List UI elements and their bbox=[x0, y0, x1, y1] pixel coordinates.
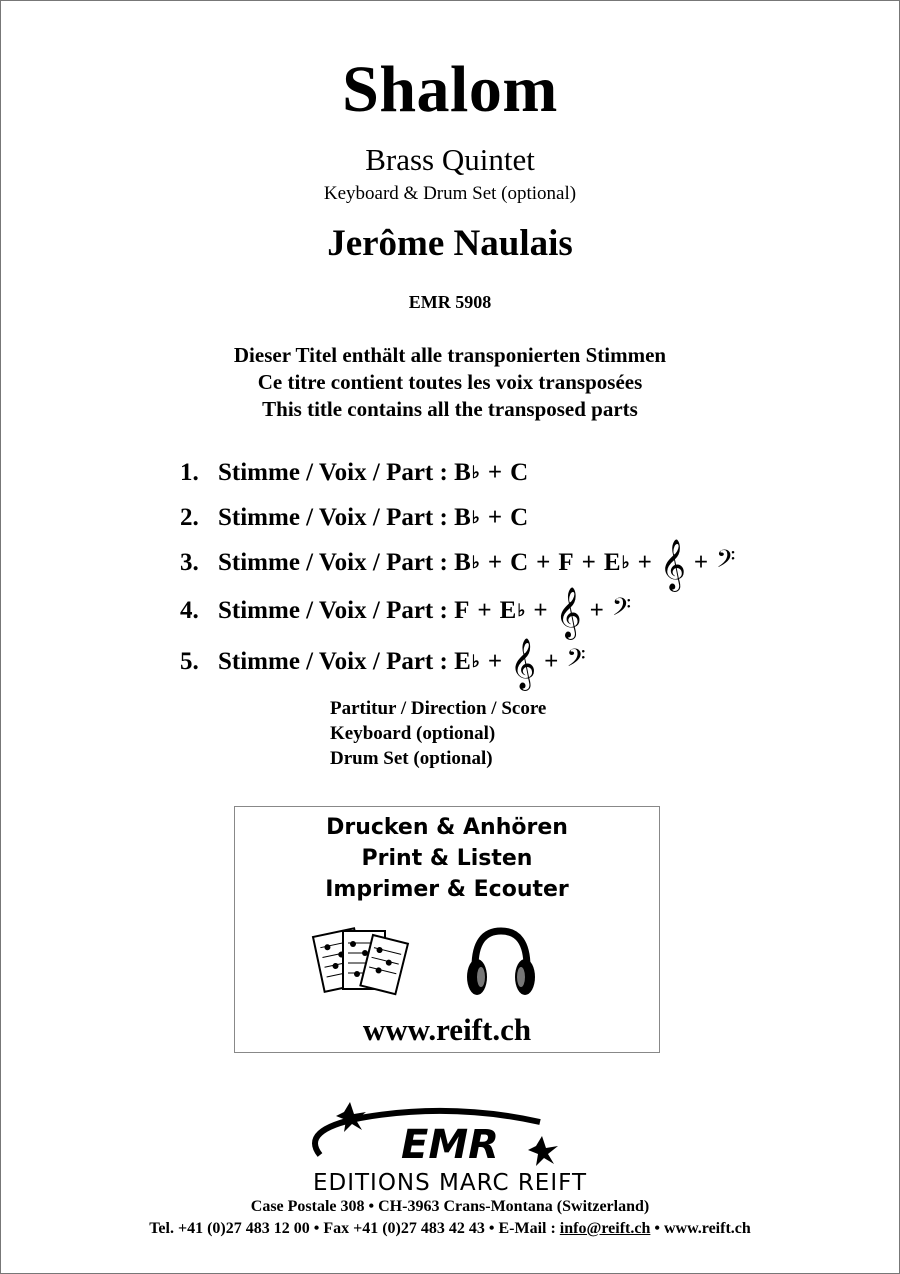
plus-sign: + bbox=[487, 647, 503, 675]
key-b: B bbox=[454, 503, 471, 531]
promo-line-en: Print & Listen bbox=[361, 846, 533, 871]
plus-sign: + bbox=[589, 596, 604, 624]
key-e: E bbox=[499, 596, 517, 624]
ensemble-subtitle: Brass Quintet bbox=[365, 142, 535, 177]
sheet-music-icon bbox=[313, 928, 408, 994]
part-number: 5. bbox=[180, 647, 199, 675]
plus-sign: + bbox=[637, 548, 652, 576]
promo-line-fr: Imprimer & Ecouter bbox=[325, 877, 569, 902]
part-label: Stimme / Voix / Part : bbox=[218, 647, 448, 675]
publisher-contact bbox=[0, 1220, 900, 1238]
headphones-icon bbox=[467, 931, 535, 995]
part-label: Stimme / Voix / Part : bbox=[218, 548, 448, 576]
bass-clef-icon: 𝄢 bbox=[566, 643, 586, 679]
part-row: 5. Stimme / Voix / Part : E ♭ + 𝄞 + 𝄢 bbox=[180, 637, 586, 689]
bass-clef-icon: 𝄢 bbox=[611, 592, 632, 628]
part-row: 1. Stimme / Voix / Part : B ♭ + C bbox=[180, 458, 529, 486]
emr-logo bbox=[300, 1100, 600, 1170]
plus-sign: + bbox=[533, 596, 548, 624]
notice-en: This title contains all the transposed parts bbox=[262, 397, 638, 421]
key-c: C bbox=[510, 503, 529, 531]
promo-box bbox=[234, 806, 660, 1053]
promo-icons bbox=[295, 917, 595, 1007]
key-b: B bbox=[454, 458, 471, 486]
part-label: Stimme / Voix / Part : bbox=[218, 596, 448, 624]
publisher-address: Case Postale 308 • CH-3963 Crans-Montana (Switzerland) bbox=[250, 1198, 650, 1215]
part-number: 2. bbox=[180, 503, 199, 531]
part-label: Stimme / Voix / Part : bbox=[218, 503, 448, 531]
key-c: C bbox=[510, 548, 529, 576]
key-e: E bbox=[603, 548, 621, 576]
plus-sign: + bbox=[487, 503, 503, 531]
part-label: Stimme / Voix / Part : bbox=[218, 458, 448, 486]
part-number: 1. bbox=[180, 458, 199, 486]
contact-website: • www.reift.ch bbox=[650, 1220, 751, 1237]
catalog-number: EMR 5908 bbox=[408, 292, 492, 312]
plus-sign: + bbox=[487, 548, 503, 576]
promo-url[interactable]: www.reift.ch bbox=[362, 1012, 532, 1047]
key-c: C bbox=[510, 458, 529, 486]
key-f: F bbox=[558, 548, 574, 576]
extras-list bbox=[330, 696, 546, 771]
plus-sign: + bbox=[536, 548, 551, 576]
extra-keyboard: Keyboard (optional) bbox=[330, 723, 496, 744]
treble-clef-icon: 𝄞 bbox=[659, 538, 686, 590]
treble-clef-icon: 𝄞 bbox=[555, 586, 582, 638]
composer-name: Jerôme Naulais bbox=[327, 223, 573, 264]
plus-sign: + bbox=[477, 596, 492, 624]
part-number: 3. bbox=[180, 548, 199, 576]
instrumentation-note: Keyboard & Drum Set (optional) bbox=[323, 183, 577, 204]
promo-line-de: Drucken & Anhören bbox=[326, 815, 568, 840]
publisher-name: EDITIONS MARC REIFT bbox=[312, 1170, 588, 1196]
key-e: E bbox=[454, 647, 471, 675]
plus-sign: + bbox=[487, 458, 503, 486]
plus-sign: + bbox=[693, 548, 709, 576]
plus-sign: + bbox=[544, 647, 559, 675]
email-link[interactable]: info@reift.ch bbox=[559, 1220, 651, 1237]
part-row: 3. Stimme / Voix / Part : B ♭ + C + F + E ♭ + 𝄞 + 𝄢 bbox=[180, 538, 736, 590]
treble-clef-icon: 𝄞 bbox=[510, 637, 537, 689]
notice-fr: Ce titre contient toutes les voix transposées bbox=[257, 370, 643, 394]
notice-de: Dieser Titel enthält alle transponierten Stimmen bbox=[233, 343, 667, 367]
key-f: F bbox=[454, 596, 470, 624]
key-b: B bbox=[454, 548, 471, 576]
parts-list bbox=[180, 450, 820, 687]
contact-phone-fax: Tel. +41 (0)27 483 12 00 • Fax +41 (0)27 483 42 43 • E-Mail : bbox=[149, 1220, 560, 1237]
part-number: 4. bbox=[180, 596, 199, 624]
page-title: Shalom bbox=[342, 53, 558, 126]
plus-sign: + bbox=[581, 548, 596, 576]
bass-clef-icon: 𝄢 bbox=[716, 544, 736, 580]
extra-drums: Drum Set (optional) bbox=[330, 748, 493, 769]
svg-text:EMR: EMR bbox=[401, 1122, 499, 1168]
part-row: 2. Stimme / Voix / Part : B ♭ + C bbox=[180, 503, 529, 531]
extra-score: Partitur / Direction / Score bbox=[330, 698, 547, 719]
part-row: 4. Stimme / Voix / Part : F + E ♭ + 𝄞 + 𝄢 bbox=[180, 586, 632, 638]
